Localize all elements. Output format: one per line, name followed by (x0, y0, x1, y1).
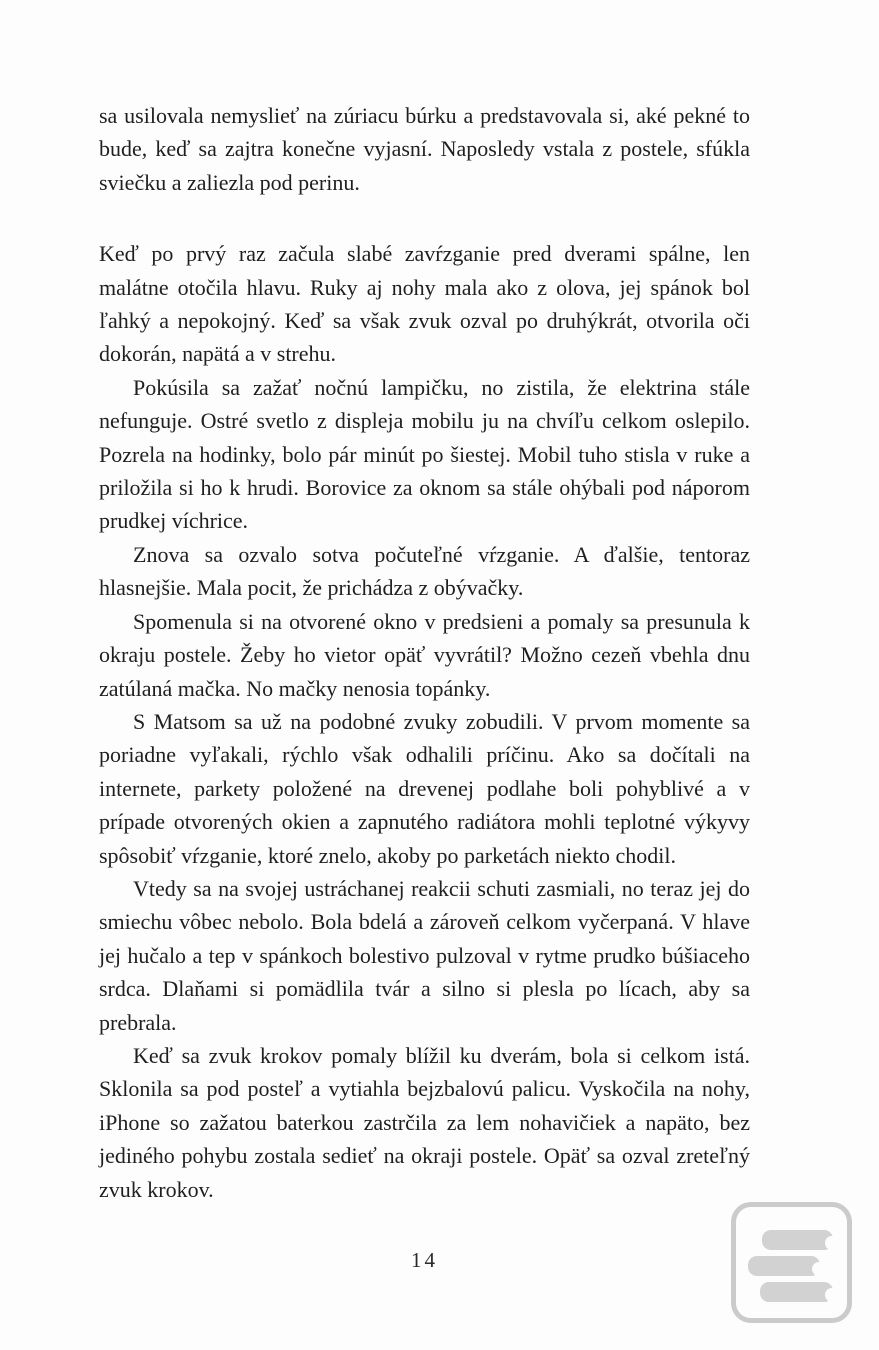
paragraph: Pokúsila sa zažať nočnú lampičku, no zistila, že elektrina stále nefunguje. Ostré svetlo z displeja mobilu ju na chvíľu celkom oslepilo. Pozrela na hodinky, bolo pár minút po šiestej. Mobil tuho stisla v ruke a priložila si ho k hrudi. Borovice za oknom sa stále ohýbali pod náporom prudkej víchrice. (99, 374, 750, 534)
paragraph: Keď po prvý raz začula slabé zavŕzganie pred dverami spálne, len malátne otočila hlavu. Ruky aj nohy mala ako z olova, jej spánok bol ľahký a nepokojný. Keď sa však zvuk ozval po druhýkrát, otvorila oči dokorán, napätá a v strehu. (99, 241, 750, 367)
paragraph: Spomenula si na otvorené okno v predsieni a pomaly sa presunula k okraju postele. Žeby ho vietor opäť vyvrátil? Možno cezeň vbehla dnu zatúlaná mačka. No mačky nenosia topánky. (99, 608, 750, 701)
page-number: 14 (411, 1248, 438, 1272)
book-spine (748, 1256, 820, 1276)
book-spine (760, 1282, 833, 1302)
paragraph: Znova sa ozvalo sotva počuteľné vŕzganie. A ďalšie, tentoraz hlasnejšie. Mala pocit, že prichádza z obývačky. (99, 541, 750, 601)
body-text (99, 99, 750, 1206)
book-spine (762, 1230, 833, 1250)
book-page-notch (812, 1262, 826, 1276)
book-page-notch (825, 1236, 839, 1250)
book-page-notch (825, 1288, 839, 1302)
paragraph: S Matsom sa už na podobné zvuky zobudili. V prvom momente sa poriadne vyľakali, rýchlo však odhalili príčinu. Ako sa dočítali na internete, parkety položené na drevenej podlahe boli pohyblivé a v prípade otvorených okien a zapnutého radiátora mohli teplotné výkyvy spôsobiť vŕzganie, ktoré znelo, akoby po parketách niekto chodil. (99, 708, 750, 868)
paragraph: sa usilovala nemyslieť na zúriacu búrku a predstavovala si, aké pekné to bude, keď sa zajtra konečne vyjasní. Naposledy vstala z postele, sfúkla sviečku a zaliezla pod perinu. (99, 103, 750, 195)
paragraph: Vtedy sa na svojej ustráchanej reakcii schuti zasmiali, no teraz jej do smiechu vôbec nebolo. Bola bdelá a zároveň celkom vyčerpaná. V hlave jej hučalo a tep v spánkoch bolestivo pulzoval v rytme prudko búšiaceho srdca. Dlaňami si pomädlila tvár a silno si plesla po lícach, aby sa prebrala. (99, 875, 750, 1035)
bookstore-watermark (731, 1202, 852, 1323)
book-stack-icon (736, 1207, 847, 1318)
paragraph: Keď sa zvuk krokov pomaly blížil ku dverám, bola si celkom istá. Sklonila sa pod posteľ a vytiahla bejzbalovú palicu. Vyskočila na nohy, iPhone so zažatou baterkou zastrčila za lem nohavičiek a napäto, bez jediného pohybu zostala sedieť na okraji postele. Opäť sa ozval zreteľný zvuk krokov. (99, 1042, 750, 1202)
